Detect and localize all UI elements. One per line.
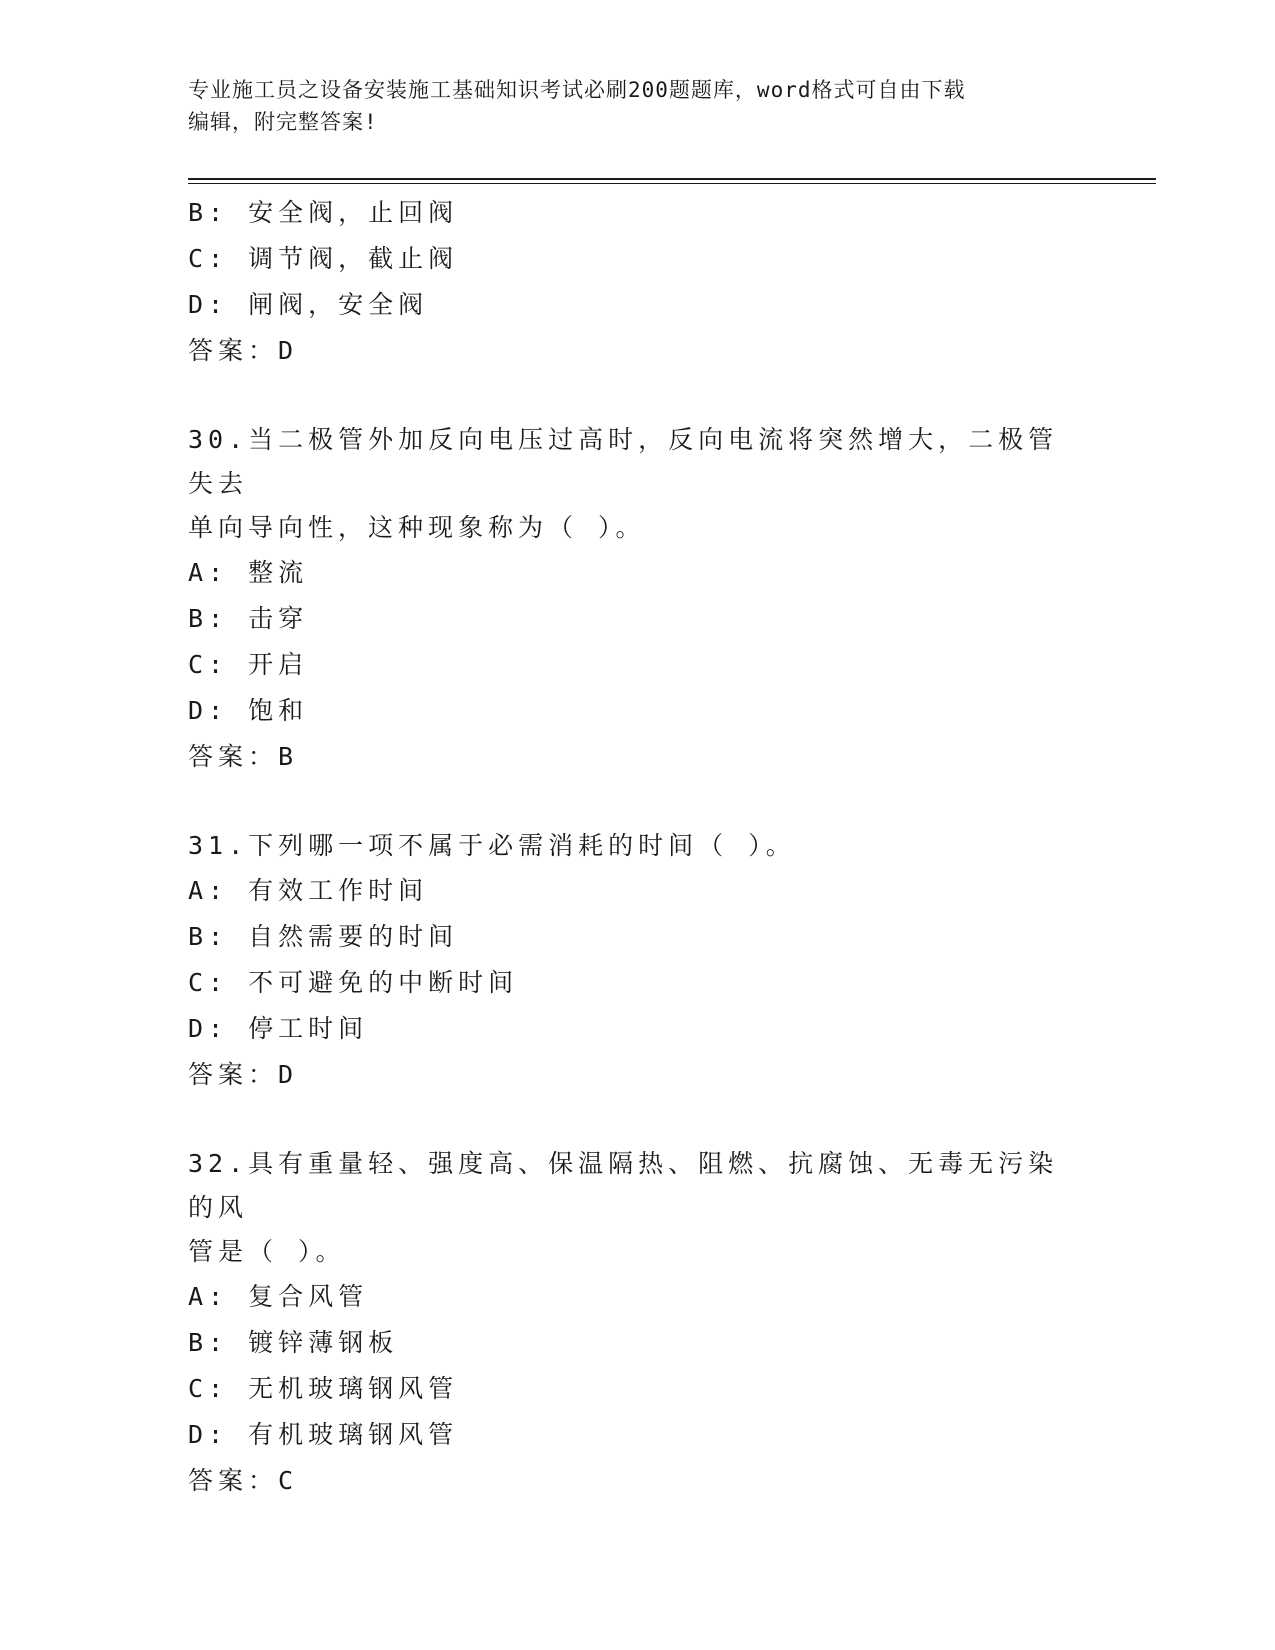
option-b: B: 自然需要的时间	[188, 922, 459, 951]
answer: 答案：B	[188, 742, 299, 771]
question-list	[188, 190, 1088, 1504]
option-b: B: 安全阀，止回阀	[188, 198, 459, 227]
spacer	[188, 374, 1088, 418]
option-a: A: 整流	[188, 558, 309, 587]
option-c: C: 调节阀，截止阀	[188, 244, 459, 273]
option-a: A: 复合风管	[188, 1282, 369, 1311]
option-d: D: 有机玻璃钢风管	[188, 1420, 459, 1449]
header-rule-thin	[188, 183, 1156, 184]
spacer	[188, 1098, 1088, 1142]
question-31	[188, 824, 1088, 1098]
answer: 答案：D	[188, 1060, 299, 1089]
option-d: D: 饱和	[188, 696, 309, 725]
question-30	[188, 418, 1088, 780]
answer: 答案：C	[188, 1466, 299, 1495]
question-stem-line-2: 单向导向性，这种现象称为（ ）。	[188, 513, 646, 542]
document-header	[188, 74, 1078, 138]
question-stem-line-1: 30.当二极管外加反向电压过高时，反向电流将突然增大，二极管失去	[188, 425, 1059, 498]
question-stem-line-1: 31.下列哪一项不属于必需消耗的时间（ ）。	[188, 831, 796, 860]
option-b: B: 镀锌薄钢板	[188, 1328, 399, 1357]
option-d: D: 闸阀，安全阀	[188, 290, 429, 319]
header-rule-thick	[188, 178, 1156, 180]
question-29-continued	[188, 190, 1088, 374]
answer: 答案：D	[188, 336, 299, 365]
option-c: C: 开启	[188, 650, 309, 679]
header-line-1: 专业施工员之设备安装施工基础知识考试必刷200题题库，word格式可自由下载	[188, 78, 966, 102]
option-d: D: 停工时间	[188, 1014, 369, 1043]
option-b: B: 击穿	[188, 604, 309, 633]
option-a: A: 有效工作时间	[188, 876, 429, 905]
header-line-2: 编辑，附完整答案!	[188, 110, 378, 134]
question-32	[188, 1142, 1088, 1504]
question-stem-line-2: 管是（ ）。	[188, 1237, 346, 1266]
question-stem-line-1: 32.具有重量轻、强度高、保温隔热、阻燃、抗腐蚀、无毒无污染的风	[188, 1149, 1059, 1222]
option-c: C: 不可避免的中断时间	[188, 968, 519, 997]
option-c: C: 无机玻璃钢风管	[188, 1374, 459, 1403]
spacer	[188, 780, 1088, 824]
